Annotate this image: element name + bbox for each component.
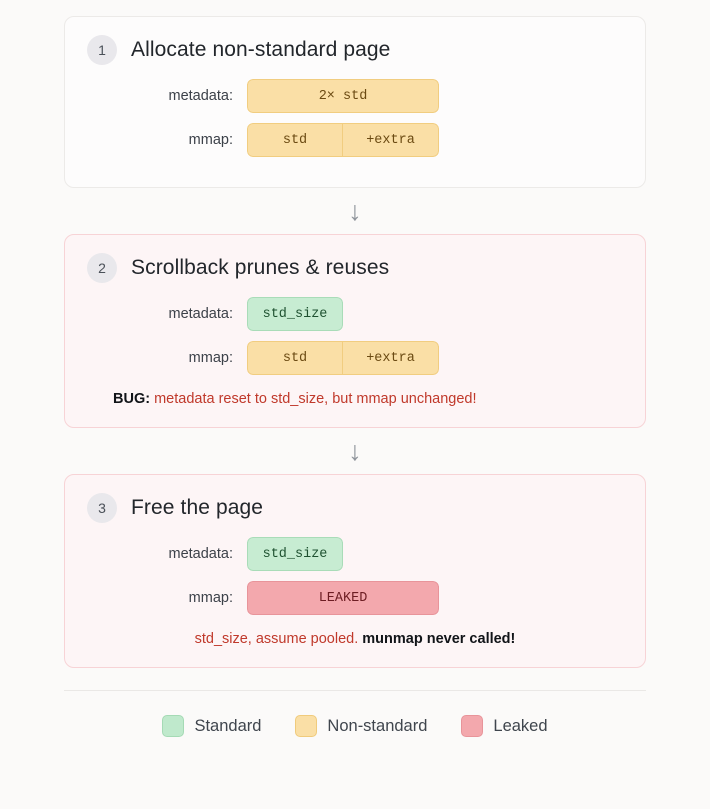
step-note-3-strong: munmap never called! [362, 631, 516, 647]
step-header-3 [87, 493, 623, 523]
step-note-3-red: std_size, assume pooled. [194, 631, 363, 647]
bar-mmap-3-0: LEAKED [247, 581, 439, 615]
step-card-2 [64, 234, 646, 428]
legend-item-standard [162, 715, 261, 737]
bar-mmap-1-0: std [247, 123, 343, 157]
step-title-1: Allocate non-standard page [131, 38, 391, 61]
bar-group-metadata-3 [247, 537, 343, 571]
bar-metadata-3-0: std_size [247, 537, 343, 571]
row-mmap-2 [87, 341, 623, 375]
row-label-metadata-1: metadata: [168, 88, 233, 104]
row-label-mmap-1: mmap: [188, 132, 233, 148]
step-note-2 [113, 391, 623, 407]
step-header-2 [87, 253, 623, 283]
row-mmap-3 [87, 581, 623, 615]
step-title-3: Free the page [131, 496, 264, 519]
arrow-2-to-3: ↓ [348, 436, 362, 466]
legend-item-non-standard [295, 715, 427, 737]
step-note-2-text: metadata reset to std_size, but mmap unchanged! [150, 391, 477, 407]
legend-label-standard: Standard [194, 716, 262, 735]
step-header-1 [87, 35, 623, 65]
bar-group-metadata-1 [247, 79, 439, 113]
step-note-3 [87, 631, 623, 647]
bar-group-mmap-3 [247, 581, 439, 615]
bar-metadata-1-0: 2× std [247, 79, 439, 113]
row-label-metadata-2: metadata: [168, 306, 233, 322]
legend-label-non-standard: Non-standard [327, 716, 428, 735]
step-note-2-strong: BUG: [113, 391, 151, 407]
legend [64, 691, 646, 737]
step-badge-2: 2 [87, 253, 117, 283]
step-title-2: Scrollback prunes & reuses [131, 256, 390, 279]
bar-mmap-2-1: +extra [343, 341, 439, 375]
step-badge-3: 3 [87, 493, 117, 523]
bar-group-metadata-2 [247, 297, 343, 331]
bar-group-mmap-2 [247, 341, 439, 375]
legend-swatch-standard-icon [162, 715, 184, 737]
step-card-1 [64, 16, 646, 188]
legend-item-leaked [461, 715, 547, 737]
step-card-3 [64, 474, 646, 668]
row-mmap-1 [87, 123, 623, 157]
bar-metadata-2-0: std_size [247, 297, 343, 331]
row-metadata-2 [87, 297, 623, 331]
legend-swatch-non-standard-icon [295, 715, 317, 737]
row-label-mmap-3: mmap: [188, 590, 233, 606]
arrow-1-to-2: ↓ [348, 196, 362, 226]
legend-swatch-leaked-icon [461, 715, 483, 737]
bar-group-mmap-1 [247, 123, 439, 157]
legend-label-leaked: Leaked [493, 716, 548, 735]
bar-mmap-2-0: std [247, 341, 343, 375]
bar-mmap-1-1: +extra [343, 123, 439, 157]
row-label-metadata-3: metadata: [168, 546, 233, 562]
row-metadata-3 [87, 537, 623, 571]
row-metadata-1 [87, 79, 623, 113]
step-badge-1: 1 [87, 35, 117, 65]
row-label-mmap-2: mmap: [188, 350, 233, 366]
